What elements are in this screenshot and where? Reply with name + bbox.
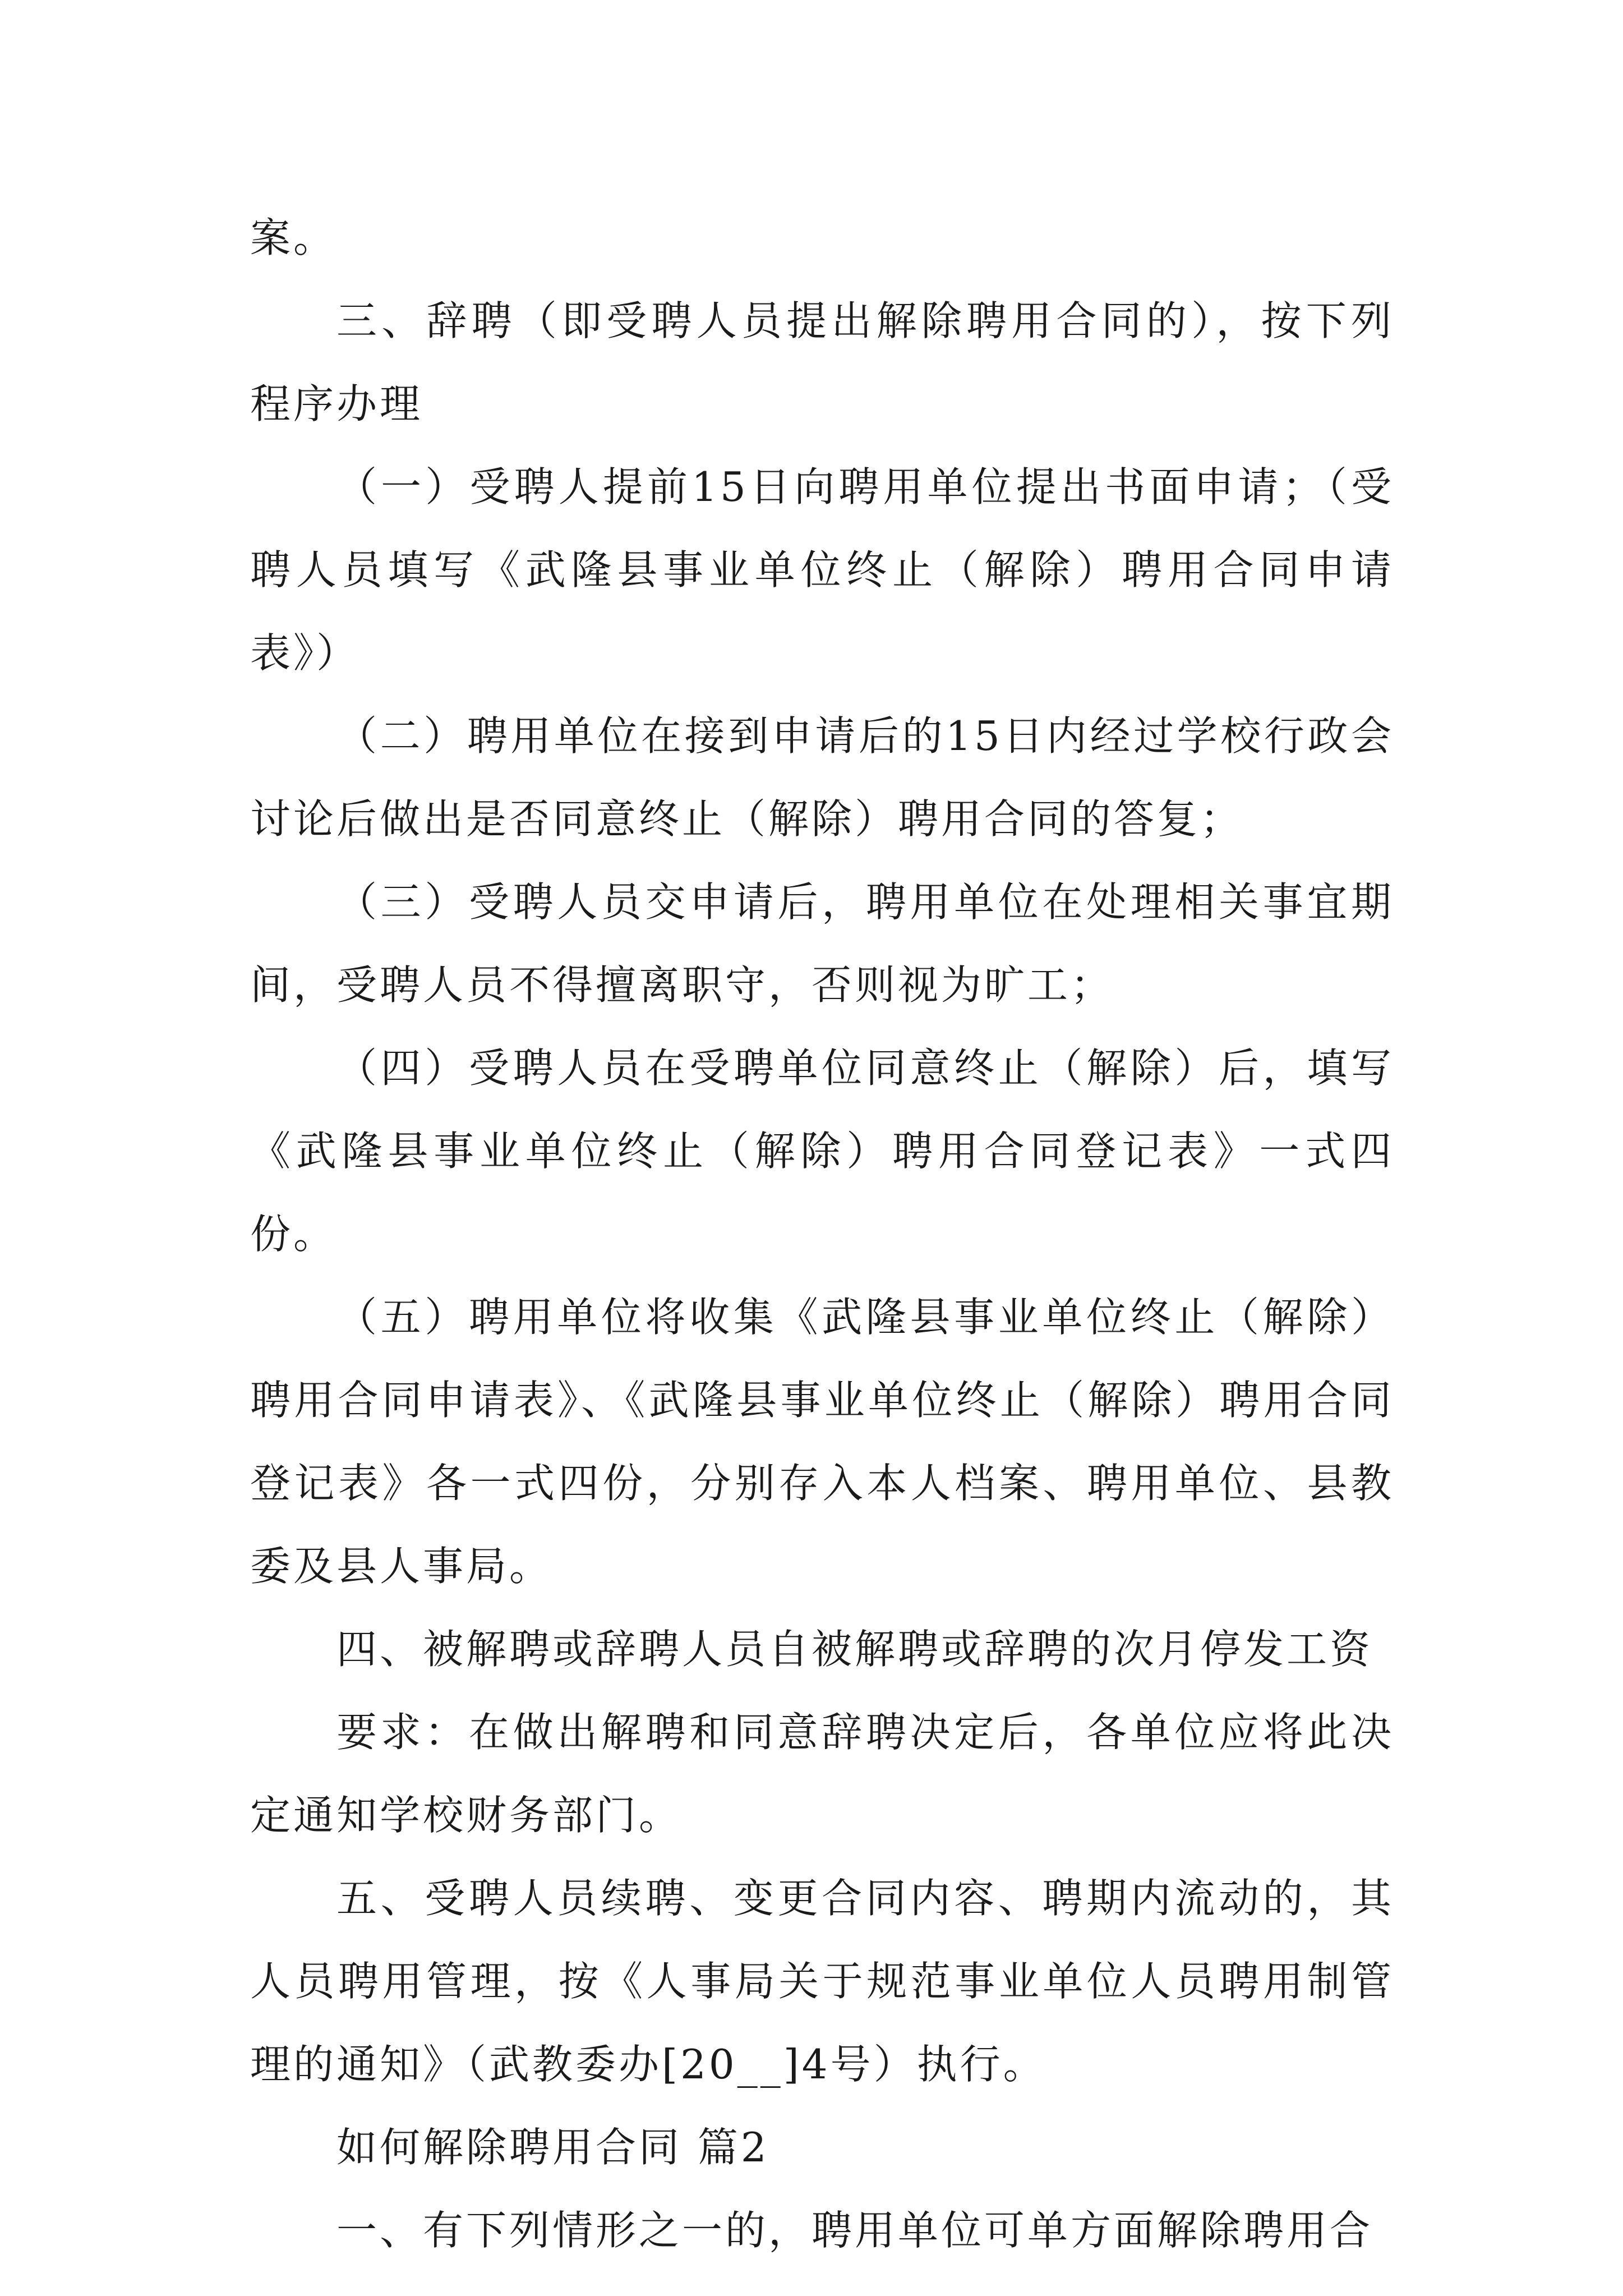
paragraph-part-2-item-1: 一、有下列情形之一的，聘用单位可单方面解除聘用合: [336, 2207, 1373, 2254]
paragraph-continuation: 案。: [250, 214, 337, 261]
paragraph-section-3: 三、辞聘（即受聘人员提出解除聘用合同的），按下列程序办理: [250, 297, 1394, 427]
paragraph-item-5: （五）聘用单位将收集《武隆县事业单位终止（解除）聘用合同申请表》、《武隆县事业单位终止（解除）聘用合同登记表》各一式四份，分别存入本人档案、聘用单位、县教委及县人事局。: [250, 1294, 1394, 1590]
paragraph-item-2: （二）聘用单位在接到申请后的15日内经过学校行政会讨论后做出是否同意终止（解除）聘用合同的答复；: [250, 712, 1394, 843]
paragraph-section-4: 四、被解聘或辞聘人员自被解聘或辞聘的次月停发工资: [336, 1626, 1373, 1673]
paragraph-item-1: （一）受聘人提前15日向聘用单位提出书面申请；（受聘人员填写《武隆县事业单位终止（解除）聘用合同申请表》）: [250, 463, 1394, 677]
paragraph-section-5: 五、受聘人员续聘、变更合同内容、聘期内流动的，其人员聘用管理，按《人事局关于规范事业单位人员聘用制管理的通知》（武教委办[20__]4号）执行。: [250, 1875, 1394, 2088]
document-body: [250, 196, 1394, 2272]
paragraph-requirement: 要求：在做出解聘和同意辞聘决定后，各单位应将此决定通知学校财务部门。: [250, 1709, 1394, 1839]
section-heading-part-2: 如何解除聘用合同 篇2: [336, 2124, 769, 2171]
paragraph-item-3: （三）受聘人员交申请后，聘用单位在处理相关事宜期间，受聘人员不得擅离职守，否则视为旷工；: [250, 878, 1394, 1009]
paragraph-item-4: （四）受聘人员在受聘单位同意终止（解除）后，填写《武隆县事业单位终止（解除）聘用合同登记表》一式四份。: [250, 1045, 1394, 1258]
